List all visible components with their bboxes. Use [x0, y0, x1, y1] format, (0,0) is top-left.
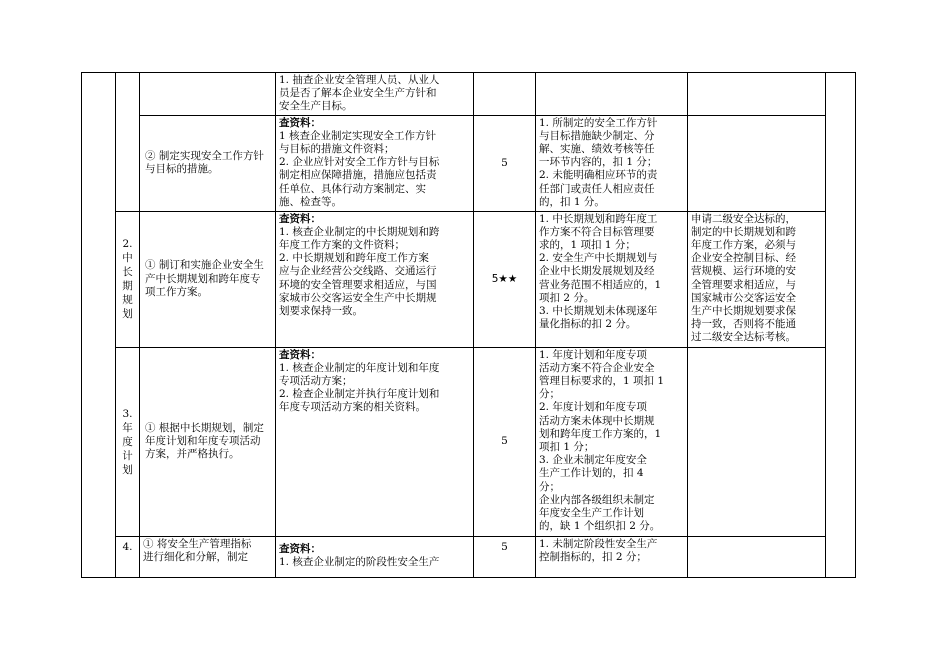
method-line: 1 核查企业制定实现安全工作方针 [279, 129, 437, 142]
note-line: 制定的中长期规划和跨 [691, 225, 796, 238]
method-cell [276, 115, 474, 211]
note-cell [688, 211, 826, 347]
criteria-line: 企业内部各级组织未制定 [539, 493, 655, 506]
note-line: 生产中长期规划要求保 [691, 305, 796, 318]
method-line: 年度专项活动方案的相关资料。 [279, 401, 426, 414]
note-line: 申请二级安全达标的， [691, 212, 796, 225]
method-line: 1. 核查企业制定的阶段性安全生产 [279, 555, 440, 568]
criteria-line: 3. 企业未制定年度安全 [539, 454, 647, 467]
score-cell: 5★★ [474, 211, 536, 347]
method-cell [276, 211, 474, 347]
method-line: 2. 企业应针对安全工作方针与目标 [279, 156, 440, 169]
extra-blank-cell [826, 73, 856, 578]
note-line: 营规模、运行环境的安 [691, 265, 796, 278]
standards-table [81, 72, 856, 578]
item-cell [140, 73, 276, 116]
category-label: 3.年度计划 [122, 407, 133, 476]
method-line: 家城市公交客运安全生产中长期规 [279, 291, 437, 304]
method-line: 员是否了解本企业安全生产方针和 [279, 87, 437, 100]
note-cell [688, 73, 826, 116]
item-cell [140, 536, 276, 577]
criteria-line: 量化指标的扣 2 分。 [539, 318, 637, 331]
note-cell [688, 115, 826, 211]
method-line: 制定相应保障措施，措施应包括责 [279, 169, 437, 182]
category-cell [116, 211, 140, 347]
note-line: 企业安全控制目标、经 [691, 252, 796, 265]
note-line: 全管理要求相适应，与 [691, 278, 796, 291]
method-line: 1. 抽查企业安全管理人员、从业人 [279, 74, 440, 86]
item-line: 进行细化和分解，制定 [143, 550, 248, 563]
method-header: 查资料： [279, 116, 321, 129]
table-row [82, 115, 856, 211]
criteria-line: 1. 未制定阶段性安全生产 [539, 537, 658, 550]
criteria-line: 控制指标的，扣 2 分； [539, 550, 647, 563]
criteria-line: 年度安全生产工作计划 [539, 507, 644, 520]
method-line: 2. 中长期规划和跨年度工作方案 [279, 252, 429, 265]
note-line: 过二级安全达标考核。 [691, 331, 796, 344]
criteria-line: 求的，1 项扣 1 分； [539, 239, 636, 252]
criteria-cell [536, 73, 688, 116]
score-cell: 5 [474, 536, 536, 577]
criteria-line: 项扣 1 分； [539, 441, 595, 454]
method-header: 查资料： [279, 542, 321, 555]
category-cell [116, 347, 140, 536]
criteria-cell [536, 347, 688, 536]
note-line: 国家城市公交客运安全 [691, 291, 796, 304]
criteria-cell [536, 536, 688, 577]
method-line: 环境的安全管理要求相适应，与国 [279, 278, 437, 291]
criteria-line: 任部门或责任人相应责任 [539, 182, 655, 195]
score-cell: 5 [474, 115, 536, 211]
criteria-line: 2. 安全生产中长期规划与 [539, 252, 658, 265]
criteria-line: 与目标措施缺少制定、分 [539, 129, 655, 142]
method-line: 1. 核查企业制定的年度计划和年度 [279, 361, 440, 374]
item-line: ① 将安全生产管理指标 [143, 537, 252, 550]
category-label: 2.中长期规划 [122, 238, 133, 321]
criteria-line: 项扣 2 分。 [539, 291, 595, 304]
category-cell [116, 73, 140, 212]
criteria-line: 1. 中长期规划和跨年度工 [539, 212, 658, 225]
item-cell: ② 制定实现安全工作方针与目标的措施。 [140, 115, 276, 211]
criteria-line: 解、实施、绩效考核等任 [539, 143, 655, 156]
score-cell [474, 73, 536, 116]
method-line: 划要求保持一致。 [279, 305, 363, 318]
method-line: 专项活动方案； [279, 375, 353, 388]
criteria-line: 企业中长期发展规划及经 [539, 265, 655, 278]
criteria-line: 营业务范围不相适应的，1 [539, 278, 662, 291]
method-line: 与目标的措施文件资料； [279, 143, 395, 156]
category-label: 4. [122, 540, 133, 553]
criteria-cell [536, 211, 688, 347]
method-cell [276, 347, 474, 536]
criteria-line: 生产工作计划的，扣 4 [539, 467, 644, 480]
table-row [82, 73, 856, 116]
method-header: 查资料： [279, 348, 321, 361]
criteria-line: 2. 年度计划和年度专项 [539, 401, 647, 414]
score-cell: 5 [474, 347, 536, 536]
method-line: 施、检查等。 [279, 195, 342, 208]
criteria-line: 作方案不符合目标管理要 [539, 225, 655, 238]
table-row [82, 536, 856, 577]
method-line: 1. 核查企业制定的中长期规划和跨 [279, 225, 440, 238]
table-row [82, 347, 856, 536]
note-cell [688, 536, 826, 577]
criteria-line: 一环节内容的，扣 1 分； [539, 156, 658, 169]
criteria-line: 活动方案未体现中长期规 [539, 414, 655, 427]
method-line: 应与企业经营公交线路、交通运行 [279, 265, 437, 278]
note-line: 年度工作方案，必须与 [691, 239, 796, 252]
note-line: 持一致，否则将不能通 [691, 318, 796, 331]
criteria-line: 划和跨年度工作方案的，1 [539, 427, 662, 440]
criteria-line: 3. 中长期规划未体现逐年 [539, 305, 658, 318]
criteria-line: 分； [539, 480, 560, 493]
table-row [82, 211, 856, 347]
criteria-line: 2. 未能明确相应环节的责 [539, 169, 658, 182]
criteria-cell [536, 115, 688, 211]
criteria-line: 分； [539, 388, 560, 401]
method-line: 2. 检查企业制定并执行年度计划和 [279, 388, 440, 401]
item-cell: ① 根据中长期规划，制定年度计划和年度专项活动方案，并严格执行。 [140, 347, 276, 536]
criteria-line: 管理目标要求的，1 项扣 1 [539, 375, 665, 388]
criteria-line: 的，扣 1 分。 [539, 195, 605, 208]
criteria-line: 1. 年度计划和年度专项 [539, 348, 647, 361]
note-cell [688, 347, 826, 536]
method-line: 安全生产目标。 [279, 100, 353, 113]
method-line: 年度工作方案的文件资料； [279, 239, 405, 252]
method-cell [276, 73, 474, 116]
criteria-line: 活动方案不符合企业安全 [539, 361, 655, 374]
method-header: 查资料： [279, 212, 321, 225]
method-cell [276, 536, 474, 577]
method-line: 任单位、具体行动方案制定、实 [279, 182, 426, 195]
criteria-line: 1. 所制定的安全工作方针 [539, 116, 658, 129]
item-cell: ① 制订和实施企业安全生产中长期规划和跨年度专项工作方案。 [140, 211, 276, 347]
category-cell [116, 536, 140, 577]
outer-blank-cell [82, 73, 116, 578]
criteria-line: 的，缺 1 个组织扣 2 分。 [539, 520, 661, 533]
